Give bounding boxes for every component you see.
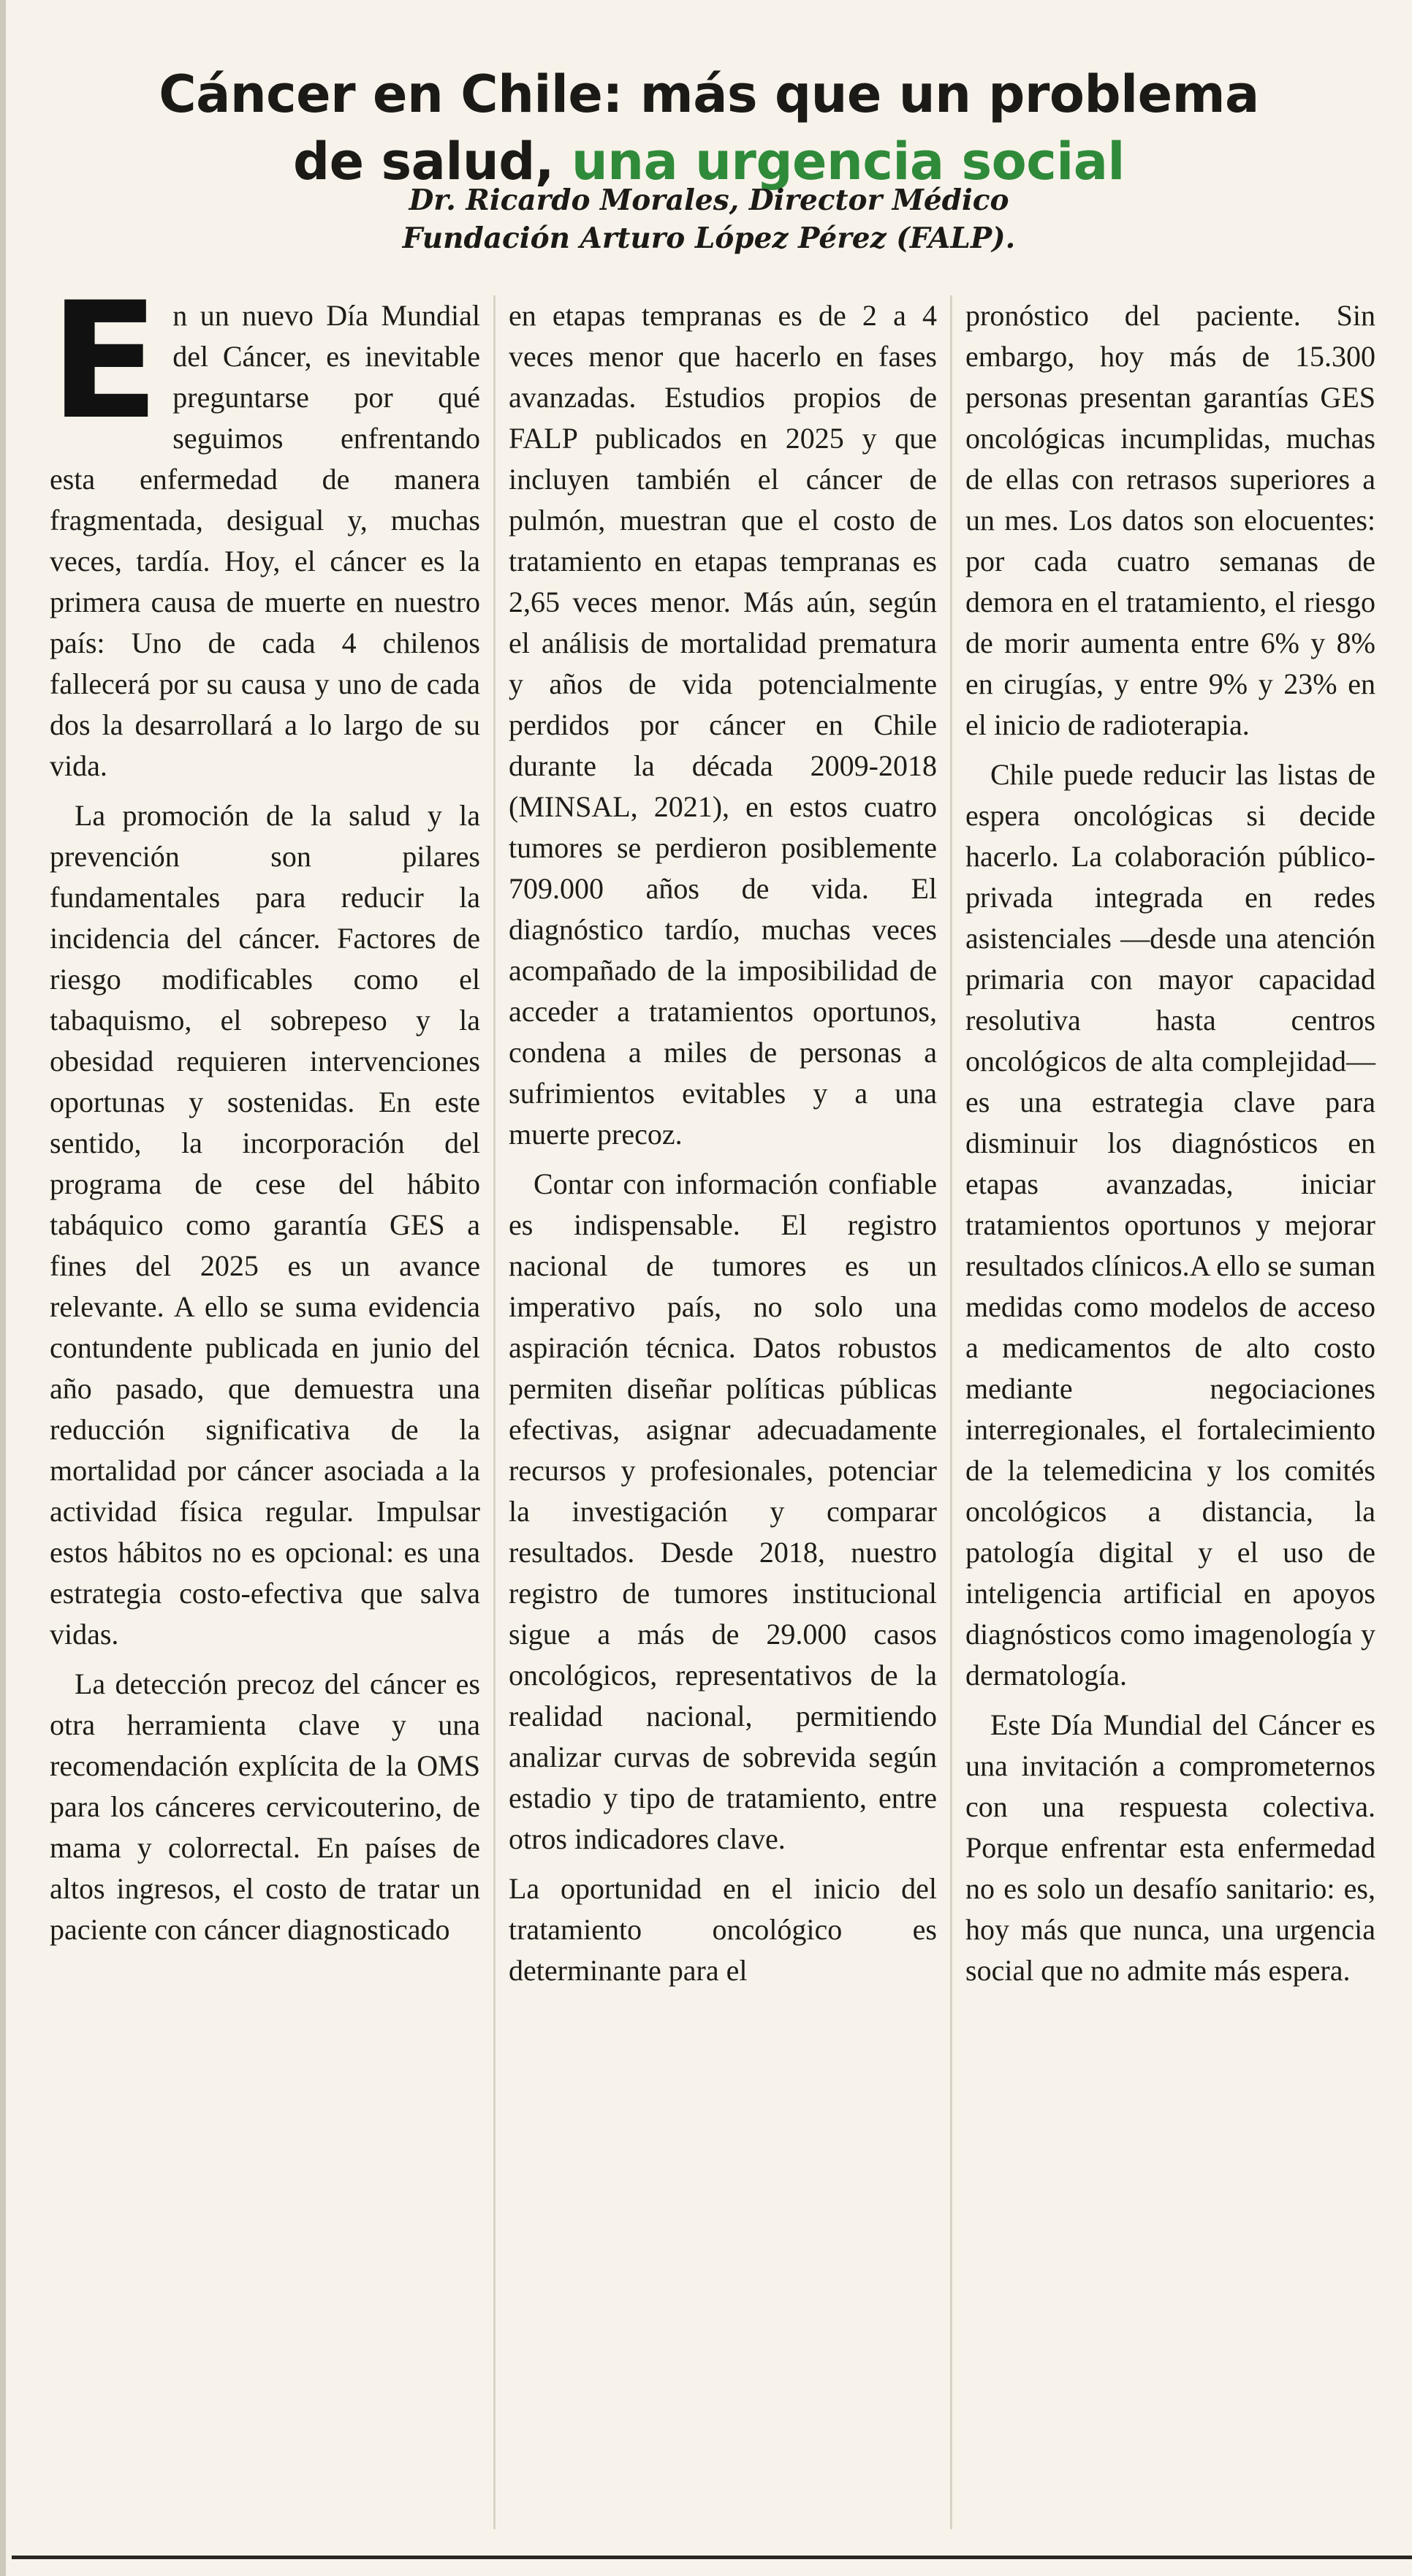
- body-paragraph: [50, 295, 480, 787]
- author-byline: [6, 181, 1412, 257]
- paragraph-text: n un nuevo Día Mundial del Cáncer, es inevitable preguntarse por qué seguimos enfrentando esta enfermedad de manera fragmentada, desigual y, muchas veces, tardía. Hoy, el cáncer es la primera causa de muerte en nuestro país: Uno de cada 4 chilenos fallecerá por su causa y uno de cada dos la desarrollará a lo largo de su vida.: [50, 299, 480, 782]
- body-paragraph: La detección precoz del cáncer es otra herramienta clave y una recomendación explícita de la OMS para los cánceres cervicouterino, de mama y colorrectal. En países de altos ingresos, el costo de tratar un paciente con cáncer diagnosticado: [50, 1667, 480, 1946]
- body-column-2: [493, 295, 950, 2529]
- body-paragraph: La oportunidad en el inicio del tratamiento oncológico es determinante para el: [509, 1872, 937, 1987]
- body-column-1: [37, 295, 493, 2529]
- bottom-divider: [12, 2556, 1412, 2559]
- headline-line-2-plain: de salud,: [293, 131, 572, 192]
- article-headline: [6, 61, 1412, 195]
- body-paragraph: La promoción de la salud y la prevención son pilares fundamentales para reducir la incidencia del cáncer. Factores de riesgo modificables como el tabaquismo, el sobrepeso y la obesidad requieren intervenciones oportunas y sostenidas. En este sentido, la incorporación del programa de cese del hábito tabáquico como garantía GES a fines del 2025 es un avance relevante. A ello se suma evidencia contundente publicada en junio del año pasado, que demuestra una reducción significativa de la mortalidad por cáncer asociada a la actividad física regular. Impulsar estos hábitos no es opcional: es una estrategia costo-efectiva que salva vidas.: [50, 799, 480, 1651]
- body-paragraph: pronóstico del paciente. Sin embargo, hoy más de 15.300 personas presentan garantías GES oncológicas incumplidas, muchas de ellas con retrasos superiores a un mes. Los datos son elocuentes: por cada cuatro semanas de demora en el tratamiento, el riesgo de morir aumenta entre 6% y 8% en cirugías, y entre 9% y 23% en el inicio de radioterapia.: [965, 299, 1375, 741]
- headline-accent-text: una urgencia social: [571, 131, 1125, 192]
- body-column-3: [950, 295, 1389, 2529]
- body-paragraph: Chile puede reducir las listas de espera oncológicas si decide hacerlo. La colaboración público-privada integrada en redes asistenciales —desde una atención primaria con mayor capacidad resolutiva hasta centros oncológicos de alta complejidad— es una estrategia clave para disminuir los diagnósticos en etapas avanzadas, iniciar tratamientos oportunos y mejorar resultados clínicos.A ello se suman medidas como modelos de acceso a medicamentos de alto costo mediante negociaciones interregionales, el fortalecimiento de la telemedicina y los comités oncológicos a distancia, la patología digital y el uso de inteligencia artificial en apoyos diagnósticos como imagenología y dermatología.: [965, 758, 1376, 1692]
- byline-author: Dr. Ricardo Morales, Director Médico: [409, 183, 1009, 217]
- article-body: [37, 295, 1389, 2529]
- drop-cap: E: [50, 295, 160, 455]
- body-paragraph: Contar con información confiable es indispensable. El registro nacional de tumores es un imperativo país, no solo una aspiración técnica. Datos robustos permiten diseñar políticas públicas efectivas, asignar adecuadamente recursos y profesionales, potenciar la investigación y comparar resultados. Desde 2018, nuestro registro de tumores institucional sigue a más de 29.000 casos oncológicos, representativos de la realidad nacional, permitiendo analizar curvas de sobrevida según estadio y tipo de tratamiento, entre otros indicadores clave.: [509, 1167, 937, 1855]
- body-paragraph: en etapas tempranas es de 2 a 4 veces menor que hacerlo en fases avanzadas. Estudios propios de FALP publicados en 2025 y que incluyen también el cáncer de pulmón, muestran que el costo de tratamiento en etapas tempranas es 2,65 veces menor. Más aún, según el análisis de mortalidad prematura y años de vida potencialmente perdidos por cáncer en Chile durante la década 2009-2018 (MINSAL, 2021), en estos cuatro tumores se perdieron posiblemente 709.000 años de vida. El diagnóstico tardío, muchas veces acompañado de la imposibilidad de acceder a tratamientos oportunos, condena a miles de personas a sufrimientos evitables y a una muerte precoz.: [509, 299, 937, 1151]
- byline-affiliation: Fundación Arturo López Pérez (FALP).: [402, 221, 1016, 255]
- body-paragraph: Este Día Mundial del Cáncer es una invitación a comprometernos con una respuesta colectiva. Porque enfrentar esta enfermedad no es solo un desafío sanitario: es, hoy más que nunca, una urgencia social que no admite más espera.: [965, 1708, 1375, 1987]
- headline-line-1: Cáncer en Chile: más que un problema: [159, 64, 1259, 124]
